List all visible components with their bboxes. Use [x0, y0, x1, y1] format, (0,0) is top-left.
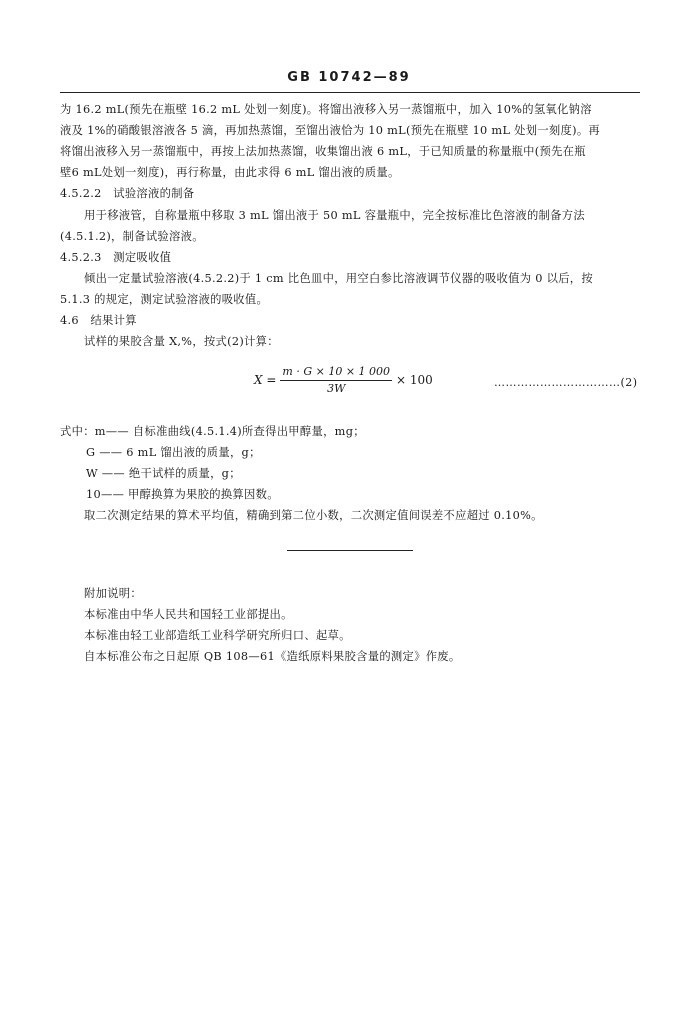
paragraph-line: 液及 1%的硝酸银溶液各 5 滴，再加热蒸馏，至馏出液恰为 10 mL(预先在瓶壁 10 mL 处划一刻度)。再 [60, 124, 601, 137]
formula-2 [254, 365, 433, 395]
appendix-line: 自本标准公布之日起原 QB 108—61《造纸原料果胶含量的测定》作废。 [84, 650, 461, 663]
where-line: 式中：m—— 自标准曲线(4.5.1.4)所查得出甲醇量，mg； [60, 425, 365, 438]
page-header-standard-id: GB 10742—89 [287, 70, 411, 85]
appendix-title: 附加说明： [84, 587, 142, 600]
where-line: W —— 绝干试样的质量，g； [86, 467, 241, 480]
section-heading-4523: 4.5.2.3 测定吸收值 [60, 251, 172, 264]
paragraph-line: 为 16.2 mL(预先在瓶壁 16.2 mL 处划一刻度)。将馏出液移入另一蒸馏瓶中，加入 10%的氢氧化钠溶 [60, 103, 592, 116]
paragraph-line: 取二次测定结果的算术平均值，精确到第二位小数，二次测定值间误差不应超过 0.10%。 [84, 509, 543, 522]
end-rule [287, 550, 413, 551]
paragraph-line: 壁6 mL处划一刻度)，再行称量，由此求得 6 mL 馏出液的质量。 [60, 166, 400, 179]
header-rule [60, 92, 640, 93]
section-heading-4522: 4.5.2.2 试验溶液的制备 [60, 187, 195, 200]
paragraph-line: 5.1.3 的规定，测定试验溶液的吸收值。 [60, 293, 269, 306]
formula-suffix: × 100 [396, 373, 433, 387]
paragraph-line: 用于移液管，自称量瓶中移取 3 mL 馏出液于 50 mL 容量瓶中，完全按标准比色溶液的制备方法 [84, 209, 585, 222]
paragraph-line: 倾出一定量试验溶液(4.5.2.2)于 1 cm 比色皿中，用空白参比溶液调节仪器的吸收值为 0 以后，按 [84, 272, 593, 285]
section-heading-46: 4.6 结果计算 [60, 314, 137, 327]
formula-fraction [280, 365, 392, 395]
formula-numerator: m · G × 10 × 1 000 [280, 365, 392, 381]
paragraph-line: 试样的果胶含量 X,%，按式(2)计算： [84, 335, 279, 348]
formula-lhs: X = [254, 373, 277, 387]
where-line: 10—— 甲醇换算为果胶的换算因数。 [86, 488, 279, 501]
paragraph-line: 将馏出液移入另一蒸馏瓶中，再按上法加热蒸馏，收集馏出液 6 mL，于已知质量的称量瓶中(预先在瓶 [60, 145, 586, 158]
equation-number: ……………………………(2) [494, 376, 638, 389]
where-line: G —— 6 mL 馏出液的质量，g； [86, 446, 261, 459]
paragraph-line: (4.5.1.2)，制备试验溶液。 [60, 230, 204, 243]
appendix-line: 本标准由中华人民共和国轻工业部提出。 [84, 608, 293, 621]
formula-denominator: 3W [327, 382, 346, 395]
appendix-line: 本标准由轻工业部造纸工业科学研究所归口、起草。 [84, 629, 351, 642]
